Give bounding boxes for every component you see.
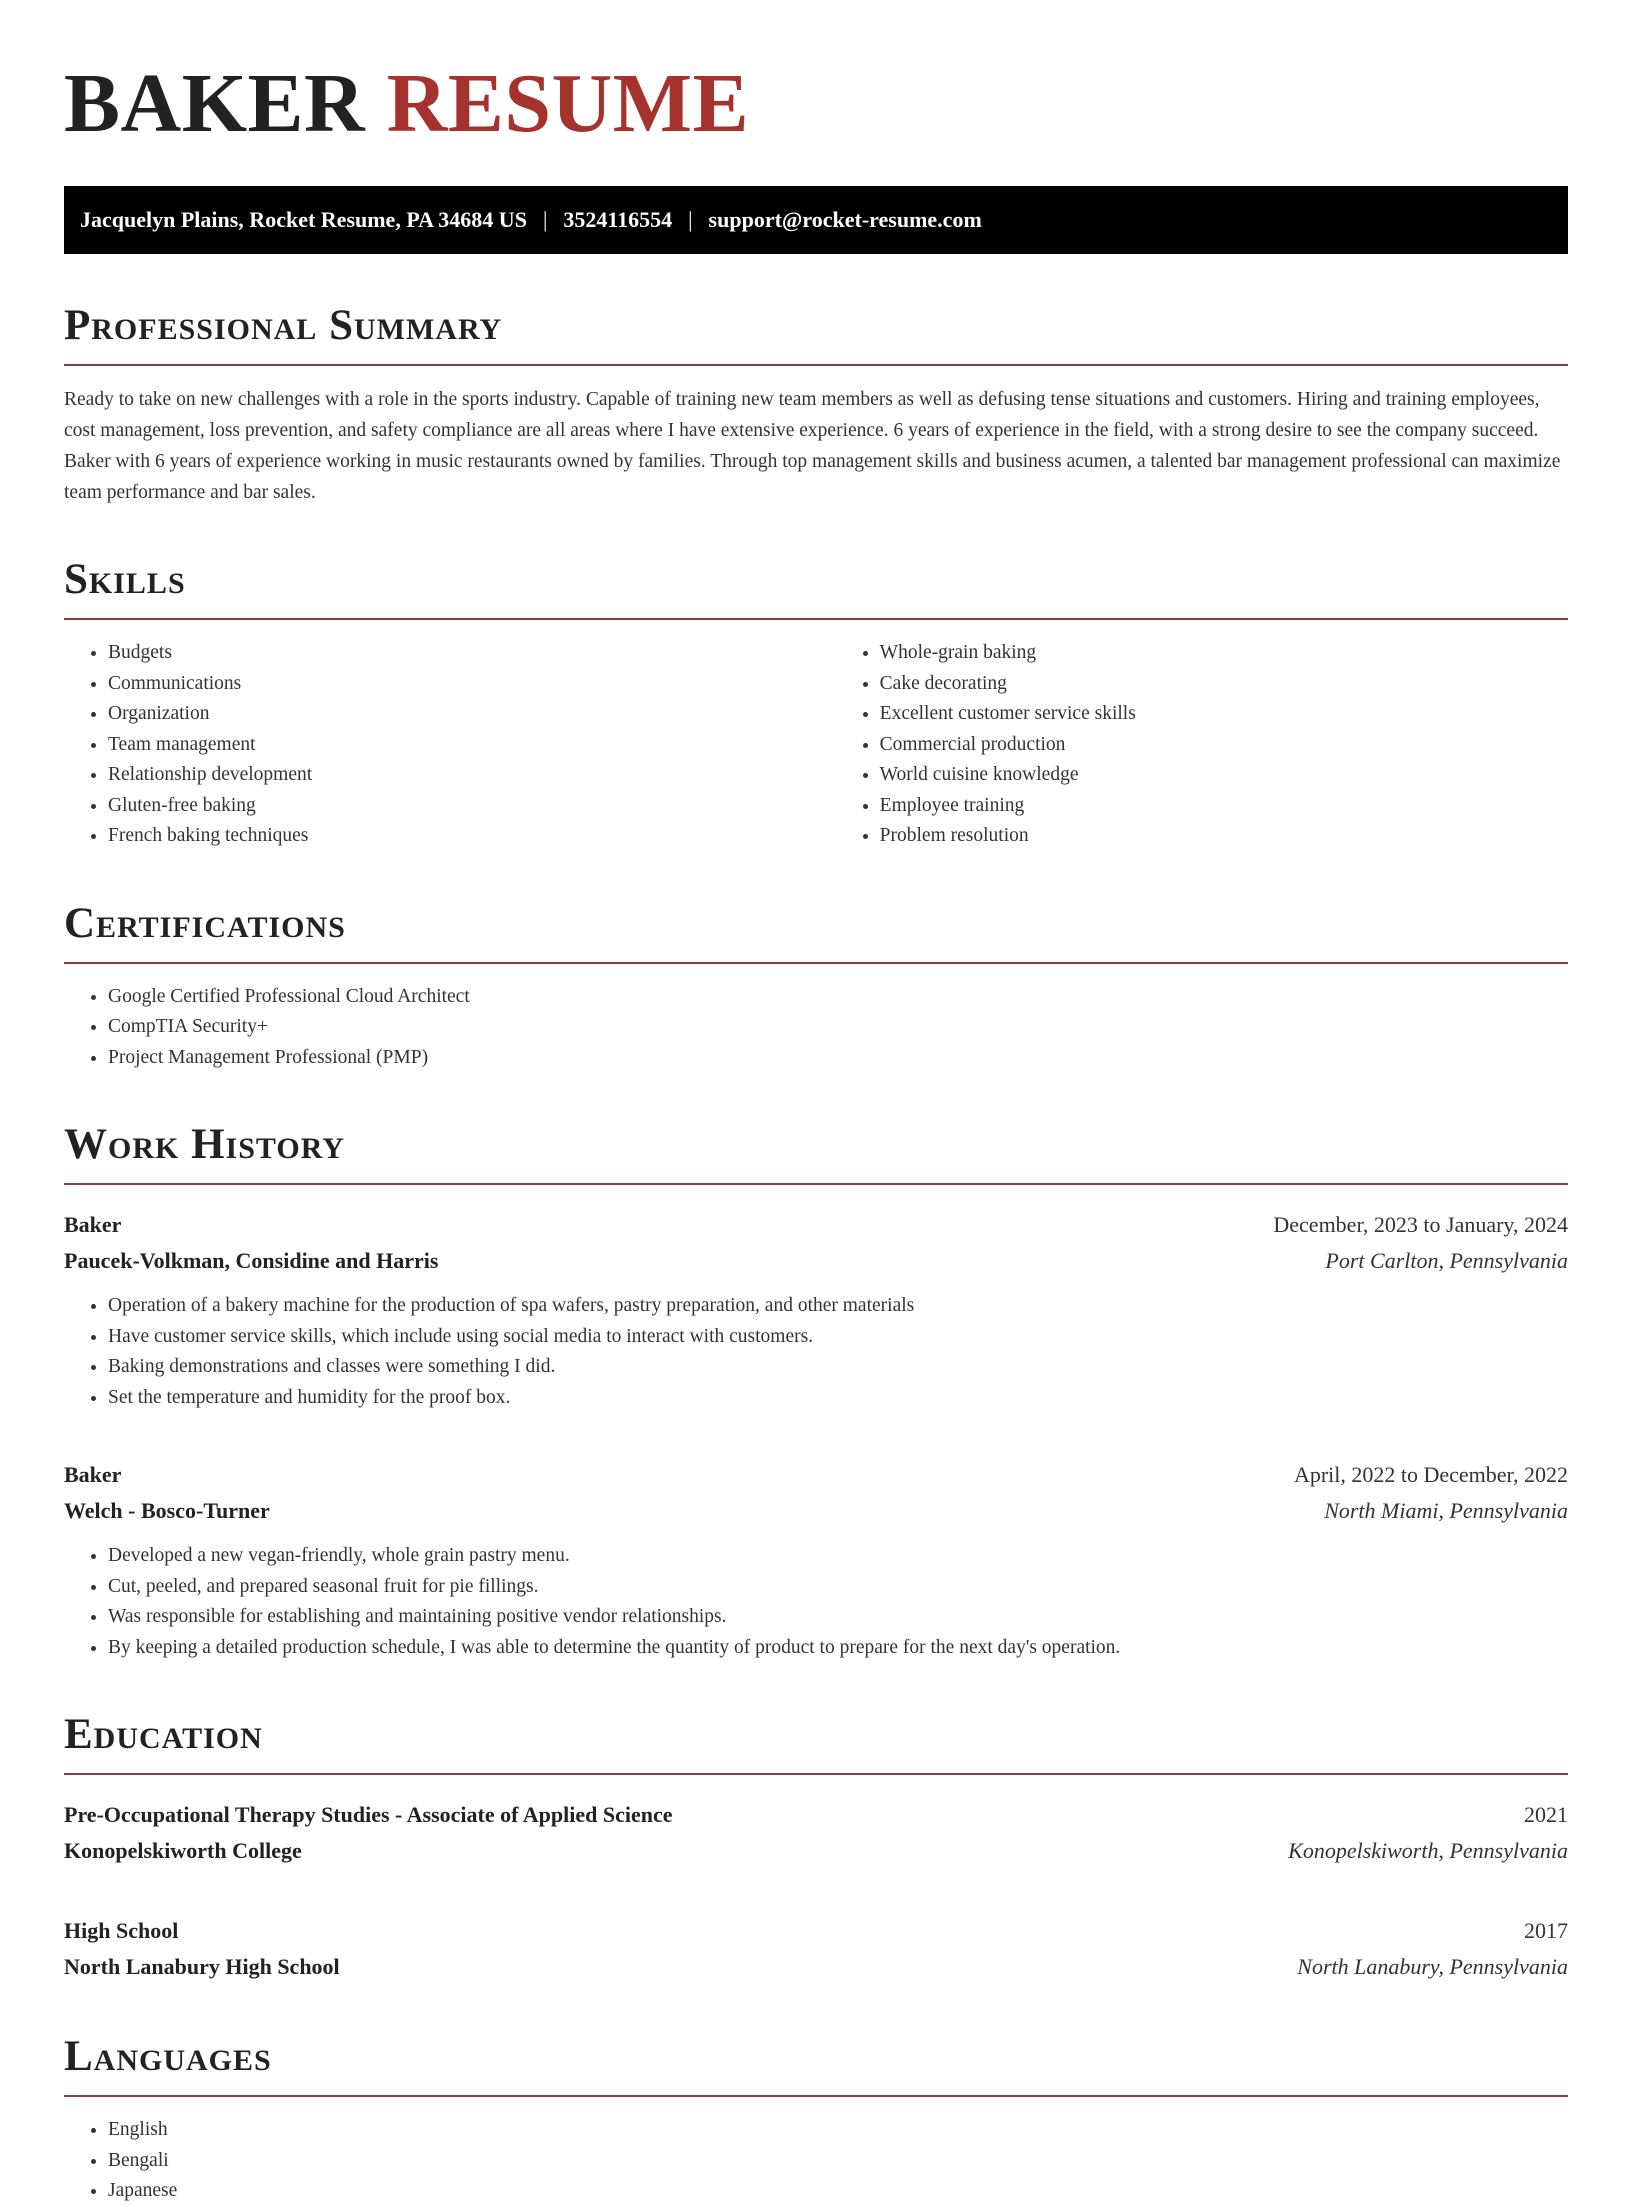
job-title-row: [64, 1207, 1568, 1243]
contact-phone[interactable]: 3524116554: [563, 207, 673, 232]
skill-item: • Whole-grain baking: [880, 638, 1568, 669]
job-dates: December, 2023 to January, 2024: [1273, 1212, 1568, 1237]
job-duty: • Developed a new vegan-friendly, whole grain pastry menu.: [108, 1541, 1568, 1572]
skill-item: • Gluten-free baking: [108, 791, 836, 822]
education-section: [64, 1709, 1568, 1985]
education-location: North Lanabury, Pennsylvania: [1297, 1954, 1568, 1979]
skill-item: • Communications: [108, 669, 836, 700]
resume-title: [64, 56, 1568, 152]
skills-grid: [64, 638, 1568, 852]
job-duty: • Have customer service skills, which include using social media to interact with customers.: [108, 1322, 1568, 1353]
job-company-row: [64, 1243, 1568, 1279]
education-school: Konopelskiworth College: [64, 1838, 302, 1863]
section-heading: Professional Summary: [64, 300, 1568, 366]
skill-item: • French baking techniques: [108, 821, 836, 852]
language-item: • Japanese: [108, 2176, 1568, 2207]
section-heading: Languages: [64, 2031, 1568, 2097]
job-title: Baker: [64, 1212, 122, 1237]
work-history-section: [64, 1119, 1568, 1663]
skill-item: • Budgets: [108, 638, 836, 669]
section-heading: Work History: [64, 1119, 1568, 1185]
certification-item: • CompTIA Security+: [108, 1012, 1568, 1043]
language-item: • Bengali: [108, 2146, 1568, 2177]
contact-bar: [64, 186, 1568, 254]
education-degree: Pre-Occupational Therapy Studies - Associate of Applied Science: [64, 1802, 673, 1827]
skill-item: • Excellent customer service skills: [880, 699, 1568, 730]
education-year: 2017: [1524, 1918, 1568, 1943]
job-duty: • By keeping a detailed production schedule, I was able to determine the quantity of product to prepare for the next day's operation.: [108, 1633, 1568, 1664]
job-entry: [64, 1457, 1568, 1663]
education-year: 2021: [1524, 1802, 1568, 1827]
education-degree-row: [64, 1913, 1568, 1949]
job-duty: • Set the temperature and humidity for the proof box.: [108, 1383, 1568, 1414]
skill-item: • Relationship development: [108, 760, 836, 791]
summary-section: [64, 300, 1568, 508]
skill-item: • Team management: [108, 730, 836, 761]
skill-item: • Cake decorating: [880, 669, 1568, 700]
job-company: Paucek-Volkman, Considine and Harris: [64, 1248, 439, 1273]
education-degree: High School: [64, 1918, 179, 1943]
skills-list-left: [64, 638, 836, 852]
skill-item: • Employee training: [880, 791, 1568, 822]
contact-separator: |: [542, 207, 548, 232]
job-company-row: [64, 1493, 1568, 1529]
job-duty: • Cut, peeled, and prepared seasonal fruit for pie fillings.: [108, 1572, 1568, 1603]
certifications-section: [64, 898, 1568, 1074]
job-duties-list: [64, 1541, 1568, 1663]
section-heading: Certifications: [64, 898, 1568, 964]
job-company: Welch - Bosco-Turner: [64, 1498, 270, 1523]
skill-item: • World cuisine knowledge: [880, 760, 1568, 791]
job-duty: • Operation of a bakery machine for the production of spa wafers, pastry preparation, and other materials: [108, 1291, 1568, 1322]
languages-section: [64, 2031, 1568, 2207]
section-heading: Education: [64, 1709, 1568, 1775]
education-entry: [64, 1797, 1568, 1869]
contact-address: Jacquelyn Plains, Rocket Resume, PA 34684 US: [80, 207, 527, 232]
job-duty: • Baking demonstrations and classes were something I did.: [108, 1352, 1568, 1383]
job-location: North Miami, Pennsylvania: [1324, 1498, 1568, 1523]
skills-list-right: [836, 638, 1568, 852]
job-location: Port Carlton, Pennsylvania: [1325, 1248, 1568, 1273]
job-title: Baker: [64, 1462, 122, 1487]
title-first-word: BAKER: [64, 57, 366, 150]
job-dates: April, 2022 to December, 2022: [1293, 1462, 1568, 1487]
certification-item: • Google Certified Professional Cloud Architect: [108, 982, 1568, 1013]
education-school-row: [64, 1949, 1568, 1985]
job-entry: [64, 1207, 1568, 1413]
job-duty: • Was responsible for establishing and maintaining positive vendor relationships.: [108, 1602, 1568, 1633]
summary-text: Ready to take on new challenges with a role in the sports industry. Capable of training new team members as well as defusing tense situations and customers. Hiring and training employees, cost management, loss prevention, and safety compliance are all areas where I have extensive experience. 6 years of experience in the field, with a strong desire to see the company succeed. Baker with 6 years of experience working in music restaurants owned by families. Through top management skills and business acumen, a talented bar management professional can maximize team performance and bar sales.: [64, 389, 1561, 503]
contact-separator: |: [688, 207, 693, 232]
language-item: • English: [108, 2115, 1568, 2146]
title-second-word: RESUME: [386, 57, 750, 150]
education-entry: [64, 1913, 1568, 1985]
education-school-row: [64, 1833, 1568, 1869]
skills-section: [64, 554, 1568, 852]
certifications-list: [64, 982, 1568, 1074]
section-heading: Skills: [64, 554, 1568, 620]
job-duties-list: [64, 1291, 1568, 1413]
education-degree-row: [64, 1797, 1568, 1833]
certification-item: • Project Management Professional (PMP): [108, 1043, 1568, 1074]
contact-email[interactable]: support@rocket-resume.com: [708, 207, 982, 232]
skill-item: • Organization: [108, 699, 836, 730]
education-school: North Lanabury High School: [64, 1954, 340, 1979]
job-title-row: [64, 1457, 1568, 1493]
languages-list: [64, 2115, 1568, 2207]
skill-item: • Commercial production: [880, 730, 1568, 761]
education-location: Konopelskiworth, Pennsylvania: [1288, 1838, 1568, 1863]
skill-item: • Problem resolution: [880, 821, 1568, 852]
